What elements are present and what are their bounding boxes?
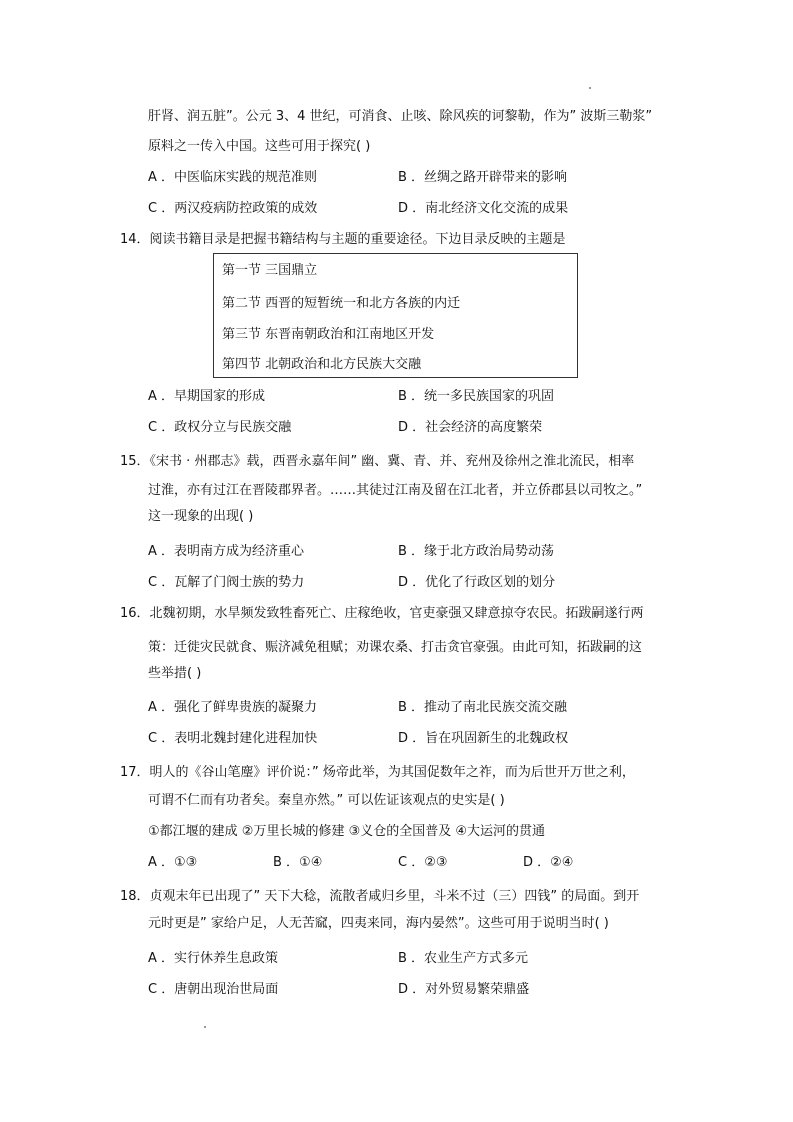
q17-option-c: C ．②③ [398, 855, 448, 870]
page-mark-top [589, 87, 591, 89]
q16-line3: 些举措( ) [148, 666, 202, 681]
q14-toc-item: 第二节 西晋的短暂统一和北方各族的内迁 [222, 296, 461, 311]
q15-option-c: C ．瓦解了门阀士族的势力 [148, 575, 305, 590]
q16-line1: 16．北魏初期，水旱频发致牲畜死亡、庄稼绝收，官吏豪强又肆意掠夺农民。拓跋嗣遂行两 [120, 606, 644, 621]
q13-option-b: B ．丝绸之路开辟带来的影响 [398, 170, 568, 185]
q14-option-c: C ．政权分立与民族交融 [148, 420, 292, 435]
q15-line1: 15．《宋书 · 州郡志》载，西晋永嘉年间” 幽、冀、青、并、兖州及徐州之淮北流民，相率 [120, 454, 635, 469]
q13-option-c: C ．两汉疫病防控政策的成效 [148, 201, 318, 216]
q16-option-a: A ．强化了鲜卑贵族的凝聚力 [148, 700, 318, 715]
q16-option-d: D ．旨在巩固新生的北魏政权 [398, 731, 569, 746]
q15-option-d: D ．优化了行政区划的划分 [398, 575, 556, 590]
q14-toc-item: 第四节 北朝政治和北方民族大交融 [222, 357, 422, 372]
q15-line2: 过淮，亦有过江在晋陵郡界者。……其徒过江南及留在江北者，并立侨郡县以司牧之。” [148, 483, 643, 498]
page-mark-bottom [204, 1026, 206, 1028]
q13-line2: 原料之一传入中国。这些可用于探究( ) [148, 139, 371, 154]
q14-toc-item: 第一节 三国鼎立 [222, 263, 318, 278]
q17-option-a: A ．①③ [148, 855, 198, 870]
q16-line2: 策：迁徙灾民就食、赈济减免租赋；劝课农桑、打击贪官豪强。由此可知，拓跋嗣的这 [148, 640, 643, 655]
q15-line3: 这一现象的出现( ) [148, 509, 254, 524]
q16-option-c: C ．表明北魏封建化进程加快 [148, 731, 318, 746]
q18-option-a: A ．实行休养生息政策 [148, 951, 279, 966]
q13-option-d: D ．南北经济文化交流的成果 [398, 201, 569, 216]
q17-option-d: D ．②④ [523, 855, 574, 870]
q18-line1: 18．贞观末年已出现了” 天下大稔，流散者咸归乡里，斗米不过（三）四钱” 的局面。到开 [120, 889, 640, 904]
q17-line1: 17．明人的《谷山笔麈》评价说：” 炀帝此举，为其国促数年之祚，而为后世开万世之利， [120, 765, 635, 780]
q18-option-c: C ．唐朝出现治世局面 [148, 982, 279, 997]
q14-stem: 14．阅读书籍目录是把握书籍结构与主题的重要途径。下边目录反映的主题是 [120, 232, 566, 247]
q17-option-b: B ．①④ [273, 855, 323, 870]
q18-option-b: B ．农业生产方式多元 [398, 951, 529, 966]
q16-option-b: B ．推动了南北民族交流交融 [398, 700, 568, 715]
q17-line3: ①都江堰的建成 ②万里长城的修建 ③义仓的全国普及 ④大运河的贯通 [148, 824, 546, 839]
q14-option-b: B ．统一多民族国家的巩固 [398, 389, 555, 404]
q14-toc-box [213, 253, 578, 378]
q15-option-a: A ．表明南方成为经济重心 [148, 544, 305, 559]
q14-toc-item: 第三节 东晋南朝政治和江南地区开发 [222, 327, 435, 342]
q17-line2: 可谓不仁而有功者矣。秦皇亦然。” 可以佐证该观点的史实是( ) [148, 793, 505, 808]
q14-option-a: A ．早期国家的形成 [148, 389, 266, 404]
q18-line2: 元时更是” 家给户足，人无苦窳，四夷来同，海内晏然”。这些可用于说明当时( ) [148, 916, 609, 931]
q18-option-d: D ．对外贸易繁荣鼎盛 [398, 982, 530, 997]
q13-option-a: A ．中医临床实践的规范准则 [148, 170, 318, 185]
q14-option-d: D ．社会经济的高度繁荣 [398, 420, 543, 435]
q15-option-b: B ．缘于北方政治局势动荡 [398, 544, 555, 559]
q13-line1: 肝肾、润五脏”。公元 3、4 世纪，可消食、止咳、除风疾的诃黎勒，作为” 波斯三勒浆” [148, 109, 653, 124]
